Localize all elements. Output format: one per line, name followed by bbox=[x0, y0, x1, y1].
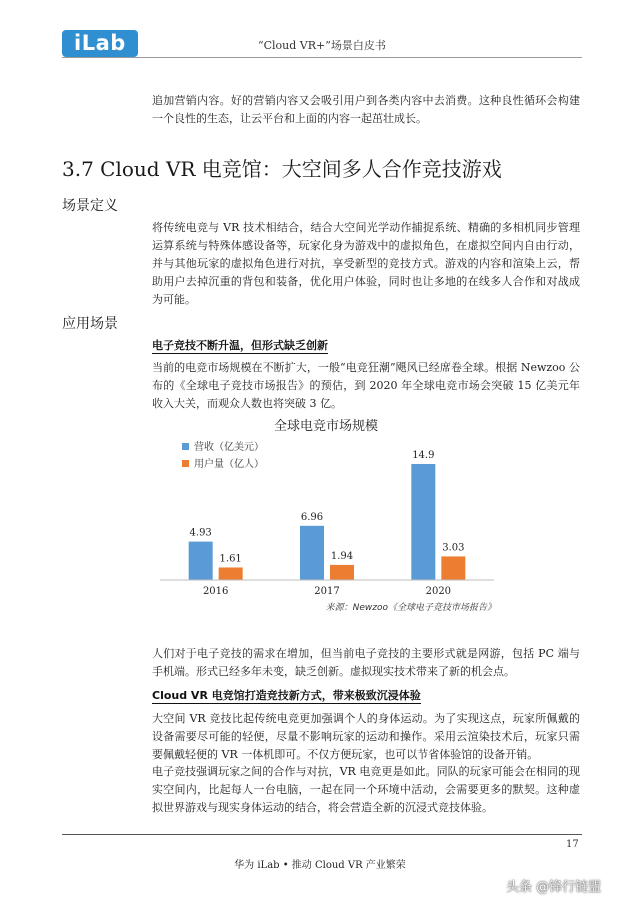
data-label-2016-series-1: 4.93 bbox=[189, 527, 212, 539]
data-label-2017-series-1: 6.96 bbox=[300, 511, 324, 523]
subsection-title-2 bbox=[152, 687, 421, 704]
footer-divider bbox=[62, 834, 582, 835]
definition-paragraph: 将传统电竞与 VR 技术相结合，结合大空间光学动作捕捉系统、精确的多相机同步管理运算系统与特殊体感设备等，玩家化身为游戏中的虚拟角色，在虚拟空间内自由行动，并与其他玩家的虚拟角色进行对抗，享受新型的竞技方式。游戏的内容和渲染上云，帮助用户去掉沉重的背包和装备，优化用户体验，同时也让多地的在线多人合作和对战成为可能。 bbox=[152, 221, 580, 306]
bar-2020-series-2 bbox=[441, 556, 465, 580]
bar-2020-series-1 bbox=[411, 464, 435, 580]
intro-paragraph: 追加营销内容。好的营销内容又会吸引用户到各类内容中去消费。这种良性循环会构建一个良性的生态，让云平台和上面的内容一起茁壮成长。 bbox=[152, 94, 580, 125]
data-label-2017-series-2: 1.94 bbox=[330, 550, 354, 562]
x-tick-2020: 2020 bbox=[425, 586, 452, 597]
legend-swatch-2 bbox=[182, 460, 189, 467]
header-title: “Cloud VR+”场景白皮书 bbox=[258, 39, 386, 52]
chart-source: 来源：Newzoo《全球电子竞技市场报告》 bbox=[325, 603, 496, 613]
x-tick-2017: 2017 bbox=[314, 586, 340, 597]
subsection-1-paragraph: 当前的电竞市场规模在不断扩大，一般“电竞狂潮”飓风已经席卷全球。根据 Newzoo 公布的《全球电子竞技市场报告》的预估，到 2020 年全球电竞市场会突破 15 亿美元年收入大关，而观众人数也将突破 3 亿。 bbox=[152, 361, 580, 410]
application-heading: 应用场景 bbox=[62, 316, 118, 332]
bar-2016-series-2 bbox=[219, 567, 243, 580]
footer-text: 华为 iLab • 推动 Cloud VR 产业繁荣 bbox=[234, 860, 406, 871]
esports-market-chart bbox=[152, 412, 500, 620]
subsection-2-paragraph-2: 电子竞技强调玩家之间的合作与对抗，VR 电竞更是如此。同队的玩家可能会在相同的现实空间内，比起每人一台电脑，一起在同一个环境中活动，会需要更多的默契。这种虚拟世界游戏与现实身体运动的结合，将会营造全新的沉浸式竞技体验。 bbox=[152, 765, 580, 814]
subsection-title-2-text: Cloud VR 电竞馆打造竞技新方式，带来极致沉浸体验 bbox=[152, 689, 421, 702]
watermark: 头条 @锋行链盟 bbox=[506, 880, 602, 895]
legend-label-2: 用户量（亿人） bbox=[194, 459, 264, 470]
legend-label-1: 营收（亿美元） bbox=[194, 442, 264, 453]
chart-legend bbox=[182, 440, 264, 470]
legend-swatch-1 bbox=[182, 443, 189, 450]
x-tick-2016: 2016 bbox=[202, 586, 229, 597]
data-label-2020-series-1: 14.9 bbox=[412, 450, 435, 461]
header-divider bbox=[62, 57, 582, 58]
data-label-2020-series-2: 3.03 bbox=[442, 542, 465, 554]
subsection-title-1 bbox=[152, 337, 328, 354]
subsection-2-paragraph-1: 大空间 VR 竞技比起传统电竞更加强调个人的身体运动。为了实现这点，玩家所佩戴的设备需要尽可能的轻便，尽量不影响玩家的运动和操作。采用云渲染技术后，玩家只需要佩戴轻便的 VR 一体机即可。不仅方便玩家，也可以节省体验馆的设备开销。 bbox=[152, 712, 580, 761]
data-label-2016-series-2: 1.61 bbox=[219, 553, 242, 565]
definition-heading: 场景定义 bbox=[62, 198, 118, 214]
section-title: 3.7 Cloud VR 电竞馆：大空间多人合作竞技游戏 bbox=[62, 157, 502, 181]
chart-title: 全球电竞市场规模 bbox=[273, 419, 379, 434]
after-chart-paragraph: 人们对于电子竞技的需求在增加，但当前电子竞技的主要形式就是网游，包括 PC 端与手机端。形式已经多年未变，缺乏创新。虚拟现实技术带来了新的机会点。 bbox=[152, 647, 580, 678]
bar-2017-series-1 bbox=[300, 526, 324, 580]
page-number: 17 bbox=[566, 839, 579, 850]
bar-2016-series-1 bbox=[189, 542, 213, 580]
subsection-title-1-text: 电子竞技不断升温，但形式缺乏创新 bbox=[152, 339, 328, 352]
ilab-logo: iLab bbox=[62, 30, 138, 57]
bar-2017-series-2 bbox=[330, 565, 354, 580]
x-tick-labels bbox=[203, 586, 451, 597]
